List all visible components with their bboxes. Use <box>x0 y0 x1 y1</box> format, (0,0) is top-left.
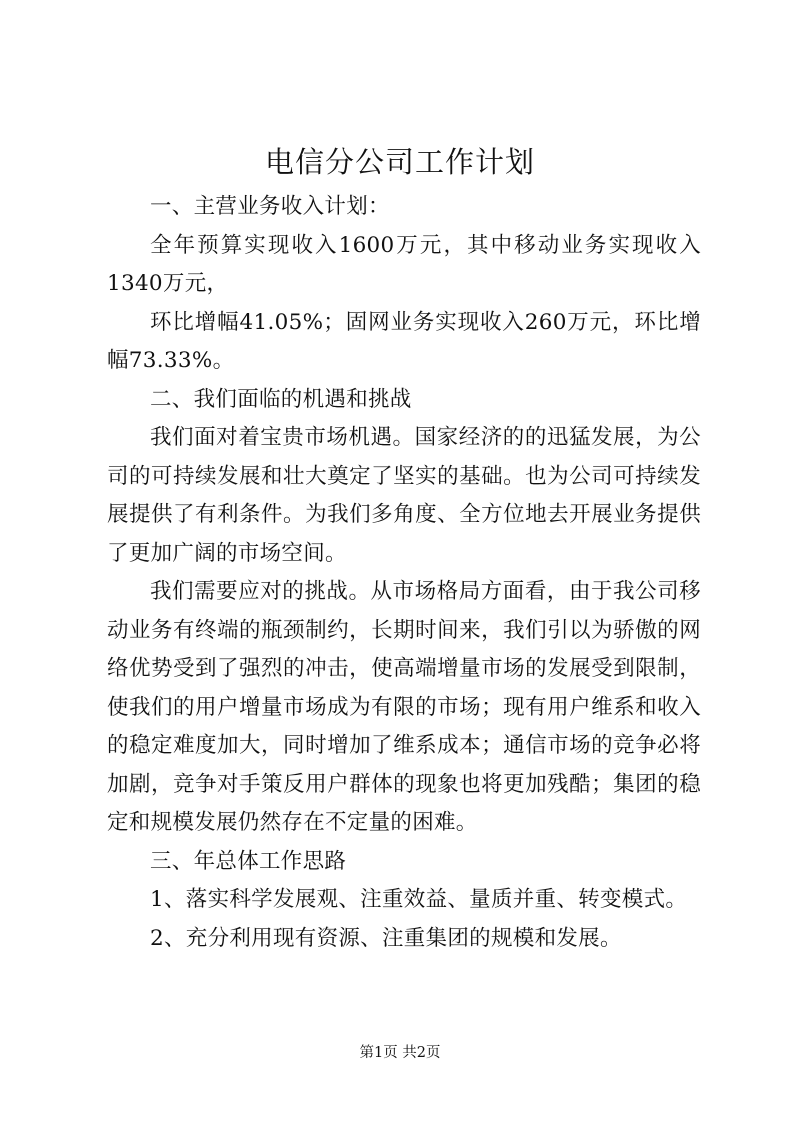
document-body <box>107 188 701 958</box>
document-title: 电信分公司工作计划 <box>264 145 535 179</box>
paragraph-challenges: 我们需要应对的挑战。从市场格局方面看，由于我公司移动业务有终端的瓶颈制约，长期时间来，我们引以为骄傲的网络优势受到了强烈的冲击，使高端增量市场的发展受到限制，使我们的用户增量市场成为有限的市场；现有用户维系和收入的稳定难度加大，同时增加了维系成本；通信市场的竞争必将加剧，竞争对手策反用户群体的现象也将更加残酷；集团的稳定和规模发展仍然存在不定量的困难。 <box>107 579 701 835</box>
paragraph-growth-rates: 环比增幅41.05%；固网业务实现收入260万元，环比增幅73.33%。 <box>107 309 701 373</box>
section-heading-work-approach: 三、年总体工作思路 <box>150 848 347 874</box>
paragraph-annual-revenue: 全年预算实现收入1600万元，其中移动业务实现收入1340万元， <box>107 232 701 296</box>
list-item-approach-1: 1、落实科学发展观、注重效益、量质并重、转变模式。 <box>150 887 688 912</box>
section-heading-opportunities: 二、我们面临的机遇和挑战 <box>150 386 412 412</box>
paragraph-opportunities: 我们面对着宝贵市场机遇。国家经济的的迅猛发展，为公司的可持续发展和壮大奠定了坚实的基础。也为公司可持续发展提供了有利条件。为我们多角度、全方位地去开展业务提供了更加广阔的市场空间。 <box>107 425 701 566</box>
list-item-approach-2: 2、充分利用现有资源、注重集团的规模和发展。 <box>150 925 622 951</box>
section-heading-revenue-plan: 一、主营业务收入计划： <box>150 194 390 219</box>
page-footer: 第1页 共2页 <box>359 1045 441 1061</box>
